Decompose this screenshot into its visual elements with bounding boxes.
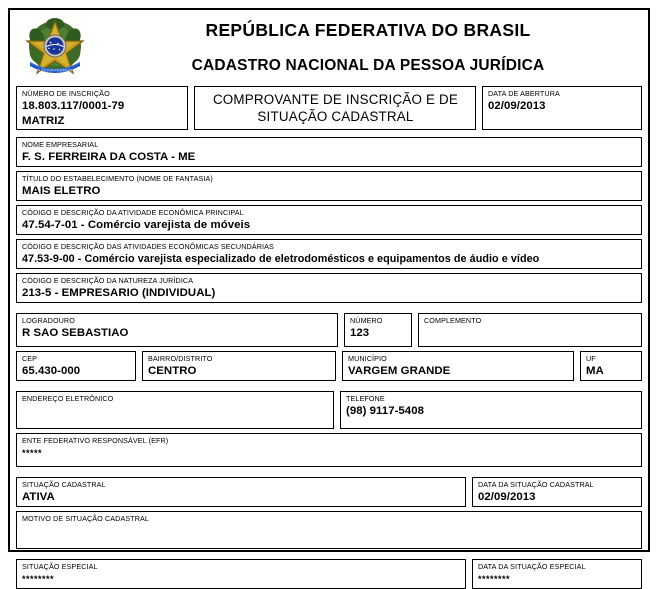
situacao-cadastral-row — [10, 477, 648, 507]
status-badge: ATIVA — [22, 491, 55, 503]
address-street-row — [10, 313, 648, 347]
field-value-telefone: (98) 9117-5408 — [346, 405, 424, 417]
page-title: REPÚBLICA FEDERATIVA DO BRASIL — [205, 20, 531, 40]
field-label-atividades-secundarias: CÓDIGO E DESCRIÇÃO DAS ATIVIDADES ECONÔMICAS SECUNDÁRIAS — [22, 242, 274, 251]
field-label-data-situacao-especial: DATA DA SITUAÇÃO ESPECIAL — [478, 562, 586, 571]
field-value-situacao-especial: ******** — [22, 574, 55, 584]
field-value-natureza-juridica: 213-5 - EMPRESARIO (INDIVIDUAL) — [22, 287, 216, 299]
situacao-especial-row — [10, 559, 648, 589]
field-label-numero-inscricao: NÚMERO DE INSCRIÇÃO — [22, 89, 110, 98]
contact-row — [10, 391, 648, 429]
field-bairro-distrito — [142, 351, 336, 381]
brazil-coat-of-arms-icon — [24, 16, 86, 82]
field-label-atividade-principal: CÓDIGO E DESCRIÇÃO DA ATIVIDADE ECONÔMICA PRINCIPAL — [22, 208, 244, 217]
svg-text:REPUBLICA FEDERATIVA: REPUBLICA FEDERATIVA — [30, 67, 80, 73]
cnpj-certificate-page — [8, 8, 650, 584]
field-atividade-principal — [16, 205, 642, 235]
field-natureza-juridica — [16, 273, 642, 303]
field-value-nome-empresarial: F. S. FERREIRA DA COSTA - ME — [22, 151, 196, 163]
field-label-data-situacao-cadastral: DATA DA SITUAÇÃO CADASTRAL — [478, 480, 594, 489]
field-logradouro — [16, 313, 338, 347]
field-label-endereco-eletronico: ENDEREÇO ELETRÔNICO — [22, 394, 114, 403]
field-ente-federativo — [16, 433, 642, 467]
field-titulo-estabelecimento — [16, 171, 642, 201]
ente-federativo-row — [10, 433, 648, 467]
field-motivo-situacao-cadastral — [16, 511, 642, 549]
field-data-situacao-cadastral — [472, 477, 642, 507]
field-label-complemento: COMPLEMENTO — [424, 316, 482, 325]
field-value-atividades-secundarias: 47.53-9-00 - Comércio varejista especializado de eletrodomésticos e equipamentos de áudio e vídeo — [22, 253, 540, 265]
field-situacao-especial — [16, 559, 466, 589]
field-label-cep: CEP — [22, 354, 38, 363]
field-telefone — [340, 391, 642, 429]
field-value-cep: 65.430-000 — [22, 365, 81, 377]
field-data-abertura — [482, 86, 642, 130]
field-nome-empresarial — [16, 137, 642, 167]
field-atividades-secundarias — [16, 239, 642, 269]
field-cep — [16, 351, 136, 381]
field-label-numero: NÚMERO — [350, 316, 383, 325]
document-type-title — [213, 91, 458, 125]
field-label-data-abertura: DATA DE ABERTURA — [488, 89, 560, 98]
field-label-logradouro: LOGRADOURO — [22, 316, 75, 325]
field-label-nome-empresarial: NOME EMPRESARIAL — [22, 140, 99, 149]
field-municipio — [342, 351, 574, 381]
field-label-situacao-especial: SITUAÇÃO ESPECIAL — [22, 562, 98, 571]
titulo-estabelecimento-row — [10, 171, 648, 201]
field-value-titulo-estabelecimento: MAIS ELETRO — [22, 185, 101, 197]
field-endereco-eletronico — [16, 391, 334, 429]
document-title-line1: COMPROVANTE DE INSCRIÇÃO E DE — [212, 92, 459, 107]
field-label-bairro-distrito: BAIRRO/DISTRITO — [148, 354, 213, 363]
field-value-numero-inscricao: 18.803.117/0001-79 — [22, 100, 125, 112]
document-title-line2: SITUAÇÃO CADASTRAL — [257, 109, 414, 124]
field-label-uf: UF — [586, 354, 596, 363]
field-label-motivo-situacao-cadastral: MOTIVO DE SITUAÇÃO CADASTRAL — [22, 514, 150, 523]
field-value-logradouro: R SAO SEBASTIAO — [22, 327, 129, 339]
field-value-uf: MA — [586, 365, 604, 377]
field-label-titulo-estabelecimento: TÍTULO DO ESTABELECIMENTO (NOME DE FANTASIA) — [22, 174, 213, 183]
document-header — [10, 10, 648, 86]
field-value-bairro-distrito: CENTRO — [148, 365, 197, 377]
field-label-natureza-juridica: CÓDIGO E DESCRIÇÃO DA NATUREZA JURÍDICA — [22, 276, 194, 285]
field-value-data-situacao-cadastral: 02/09/2013 — [478, 491, 536, 503]
field-value-municipio: VARGEM GRANDE — [348, 365, 451, 377]
field-complemento — [418, 313, 642, 347]
field-numero — [344, 313, 412, 347]
field-label-municipio: MUNICÍPIO — [348, 354, 387, 363]
field-value-atividade-principal: 47.54-7-01 - Comércio varejista de móveis — [22, 219, 251, 231]
atividades-secundarias-row — [10, 239, 648, 269]
header-titles — [94, 18, 642, 77]
field-data-situacao-especial — [472, 559, 642, 589]
field-uf — [580, 351, 642, 381]
document-type-box — [194, 86, 476, 130]
atividade-principal-row — [10, 205, 648, 235]
field-label-ente-federativo: ENTE FEDERATIVO RESPONSÁVEL (EFR) — [22, 436, 169, 445]
nome-empresarial-row — [10, 137, 648, 167]
field-value-data-situacao-especial: ******** — [478, 574, 511, 584]
field-value-data-abertura: 02/09/2013 — [488, 100, 546, 112]
field-value-numero: 123 — [350, 327, 370, 339]
field-situacao-cadastral — [16, 477, 466, 507]
address-locality-row — [10, 351, 648, 381]
field-value-tipo-estabelecimento: MATRIZ — [22, 115, 65, 127]
page-subtitle: CADASTRO NACIONAL DA PESSOA JURÍDICA — [191, 57, 545, 74]
natureza-juridica-row — [10, 273, 648, 303]
field-label-situacao-cadastral: SITUAÇÃO CADASTRAL — [22, 480, 106, 489]
identification-row — [10, 86, 648, 130]
field-label-telefone: TELEFONE — [346, 394, 385, 403]
field-numero-inscricao — [16, 86, 188, 130]
motivo-situacao-row — [10, 511, 648, 549]
field-value-ente-federativo: ***** — [22, 448, 43, 458]
